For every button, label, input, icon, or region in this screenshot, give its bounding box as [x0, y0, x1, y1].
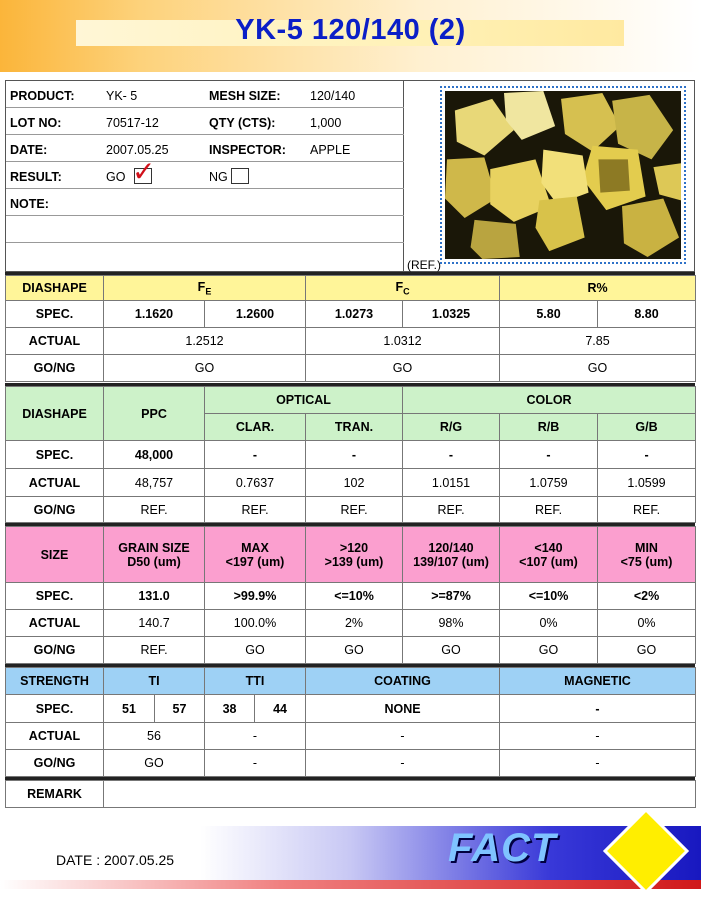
lt140-header: <140 <107 (um): [500, 527, 598, 583]
table-cell: GO: [306, 355, 500, 382]
table-cell: 56: [104, 723, 205, 750]
table-cell: -: [306, 441, 403, 469]
inspector-label: INSPECTOR:: [209, 143, 286, 157]
diamond-logo-icon: [603, 808, 689, 894]
fact-logo: FACT: [448, 826, 557, 870]
table-cell: -: [306, 723, 500, 750]
gb-header: G/B: [598, 414, 696, 441]
shape-header-row: [6, 276, 696, 301]
table-cell: GO: [500, 355, 696, 382]
strength-spec-row: [6, 695, 696, 723]
table-cell: 1.0325: [403, 301, 500, 328]
strength-gong-row: [6, 750, 696, 777]
diamond-photo-image: [445, 91, 681, 259]
optical-table: [5, 386, 696, 523]
lot-value: 70517-12: [106, 116, 159, 130]
table-cell: -: [500, 441, 598, 469]
product-label: PRODUCT:: [10, 89, 75, 103]
table-cell: <2%: [598, 583, 696, 610]
table-cell: GO: [403, 637, 500, 664]
spec-label: SPEC.: [6, 301, 104, 328]
table-cell: REF.: [500, 497, 598, 523]
table-cell: GO: [598, 637, 696, 664]
actual-label: ACTUAL: [6, 328, 104, 355]
table-cell: 44: [255, 695, 306, 723]
table-cell: -: [306, 750, 500, 777]
info-row-product: [6, 81, 404, 108]
strength-header: STRENGTH: [6, 668, 104, 695]
actual-label: ACTUAL: [6, 723, 104, 750]
max-header: MAX <197 (um): [205, 527, 306, 583]
table-cell: -: [205, 441, 306, 469]
table-cell: REF.: [403, 497, 500, 523]
strength-table: [5, 667, 696, 777]
table-cell: NONE: [306, 695, 500, 723]
table-cell: 0%: [598, 610, 696, 637]
gong-label: GO/NG: [6, 497, 104, 523]
optical-diashape-header: DIASHAPE: [6, 387, 104, 441]
date-value: 2007.05.25: [106, 143, 169, 157]
info-row-lot: [6, 108, 404, 135]
shape-table: [5, 275, 696, 382]
note-label: NOTE:: [10, 197, 49, 211]
mesh-120-140-header: 120/140 139/107 (um): [403, 527, 500, 583]
table-cell: 131.0: [104, 583, 205, 610]
size-table: [5, 526, 696, 664]
info-row-result: [6, 156, 404, 189]
table-cell: -: [403, 441, 500, 469]
info-fields: [6, 81, 404, 271]
result-label: RESULT:: [10, 170, 62, 184]
table-cell: 1.2600: [205, 301, 306, 328]
fc-header: $F_C$: [306, 276, 500, 301]
qty-label: QTY (CTS):: [209, 116, 276, 130]
table-cell: -: [205, 750, 306, 777]
table-cell: 7.85: [500, 328, 696, 355]
table-cell: 0%: [500, 610, 598, 637]
ng-checkbox[interactable]: [231, 168, 249, 184]
table-cell: REF.: [306, 497, 403, 523]
magnetic-header: MAGNETIC: [500, 668, 696, 695]
shape-actual-row: [6, 328, 696, 355]
table-cell: <=10%: [500, 583, 598, 610]
mesh-label: MESH SIZE:: [209, 89, 281, 103]
info-row-date: [6, 135, 404, 162]
table-cell: 100.0%: [205, 610, 306, 637]
table-cell: 5.80: [500, 301, 598, 328]
tran-header: TRAN.: [306, 414, 403, 441]
diamond-photo: [440, 86, 686, 264]
note-line-2: [6, 243, 404, 270]
coating-header: COATING: [306, 668, 500, 695]
table-cell: GO: [205, 637, 306, 664]
page-title: YK-5 120/140 (2): [235, 14, 466, 46]
table-cell: GO: [306, 637, 403, 664]
table-cell: 57: [155, 695, 205, 723]
shape-spec-row: [6, 301, 696, 328]
table-cell: REF.: [104, 497, 205, 523]
spec-label: SPEC.: [6, 441, 104, 469]
inspector-value: APPLE: [310, 143, 351, 157]
photo-caption: (REF.): [407, 258, 441, 272]
table-cell: 8.80: [598, 301, 696, 328]
gong-label: GO/NG: [6, 355, 104, 382]
size-header: SIZE: [6, 527, 104, 583]
rg-header: R/G: [403, 414, 500, 441]
clar-header: CLAR.: [205, 414, 306, 441]
table-cell: 98%: [403, 610, 500, 637]
table-cell: 102: [306, 469, 403, 497]
optical-header: OPTICAL: [205, 387, 403, 414]
product-value: YK- 5: [106, 89, 138, 103]
ppc-header: PPC: [104, 387, 205, 441]
shape-gong-row: [6, 355, 696, 382]
lot-label: LOT NO:: [10, 116, 62, 130]
table-cell: 48,000: [104, 441, 205, 469]
table-cell: 0.7637: [205, 469, 306, 497]
table-cell: 1.2512: [104, 328, 306, 355]
table-cell: REF.: [598, 497, 696, 523]
footer-red-stripe: [0, 880, 701, 889]
table-cell: 51: [104, 695, 155, 723]
table-cell: <=10%: [306, 583, 403, 610]
size-spec-row: [6, 583, 696, 610]
strength-actual-row: [6, 723, 696, 750]
optical-header-row: [6, 387, 696, 414]
remark-label: REMARK: [6, 781, 104, 808]
table-cell: >99.9%: [205, 583, 306, 610]
mesh-value: 120/140: [310, 89, 356, 103]
table-cell: GO: [104, 750, 205, 777]
checkmark-icon: ✓: [132, 156, 156, 187]
ng-label: NG: [209, 170, 228, 184]
table-cell: 1.0312: [306, 328, 500, 355]
info-row-note: [6, 189, 404, 216]
date-label: DATE:: [10, 143, 48, 157]
table-cell: GO: [104, 355, 306, 382]
table-cell: 1.0151: [403, 469, 500, 497]
remark-value: [104, 781, 696, 808]
table-cell: -: [598, 441, 696, 469]
actual-label: ACTUAL: [6, 610, 104, 637]
table-cell: -: [500, 723, 696, 750]
table-cell: REF.: [104, 637, 205, 664]
note-line-1: [6, 216, 404, 243]
rb-header: R/B: [500, 414, 598, 441]
table-cell: REF.: [205, 497, 306, 523]
table-cell: 48,757: [104, 469, 205, 497]
footer-date: DATE : 2007.05.25: [56, 852, 175, 868]
table-cell: 140.7: [104, 610, 205, 637]
spec-label: SPEC.: [6, 695, 104, 723]
size-actual-row: [6, 610, 696, 637]
table-cell: -: [500, 695, 696, 723]
table-cell: 1.1620: [104, 301, 205, 328]
ti-header: TI: [104, 668, 205, 695]
gong-label: GO/NG: [6, 750, 104, 777]
grain-size-header: GRAIN SIZE D50 (um): [104, 527, 205, 583]
size-gong-row: [6, 637, 696, 664]
optical-actual-row: [6, 469, 696, 497]
remark-table: [5, 780, 696, 808]
strength-header-row: [6, 668, 696, 695]
tti-header: TTI: [205, 668, 306, 695]
table-cell: >=87%: [403, 583, 500, 610]
table-cell: 1.0273: [306, 301, 403, 328]
r-percent-header: R%: [500, 276, 696, 301]
size-header-row: [6, 527, 696, 583]
table-cell: 1.0759: [500, 469, 598, 497]
table-cell: -: [500, 750, 696, 777]
fe-header: $F_E$: [104, 276, 306, 301]
table-cell: GO: [500, 637, 598, 664]
min-header: MIN <75 (um): [598, 527, 696, 583]
table-cell: 2%: [306, 610, 403, 637]
table-cell: 1.0599: [598, 469, 696, 497]
remark-row: [6, 781, 696, 808]
go-label: GO: [106, 170, 126, 184]
optical-spec-row: [6, 441, 696, 469]
optical-gong-row: [6, 497, 696, 523]
color-header: COLOR: [403, 387, 696, 414]
table-cell: -: [205, 723, 306, 750]
actual-label: ACTUAL: [6, 469, 104, 497]
shape-diashape-header: DIASHAPE: [6, 276, 104, 301]
table-cell: 38: [205, 695, 255, 723]
gt120-header: >120 >139 (um): [306, 527, 403, 583]
gong-label: GO/NG: [6, 637, 104, 664]
spec-label: SPEC.: [6, 583, 104, 610]
qty-value: 1,000: [310, 116, 342, 130]
